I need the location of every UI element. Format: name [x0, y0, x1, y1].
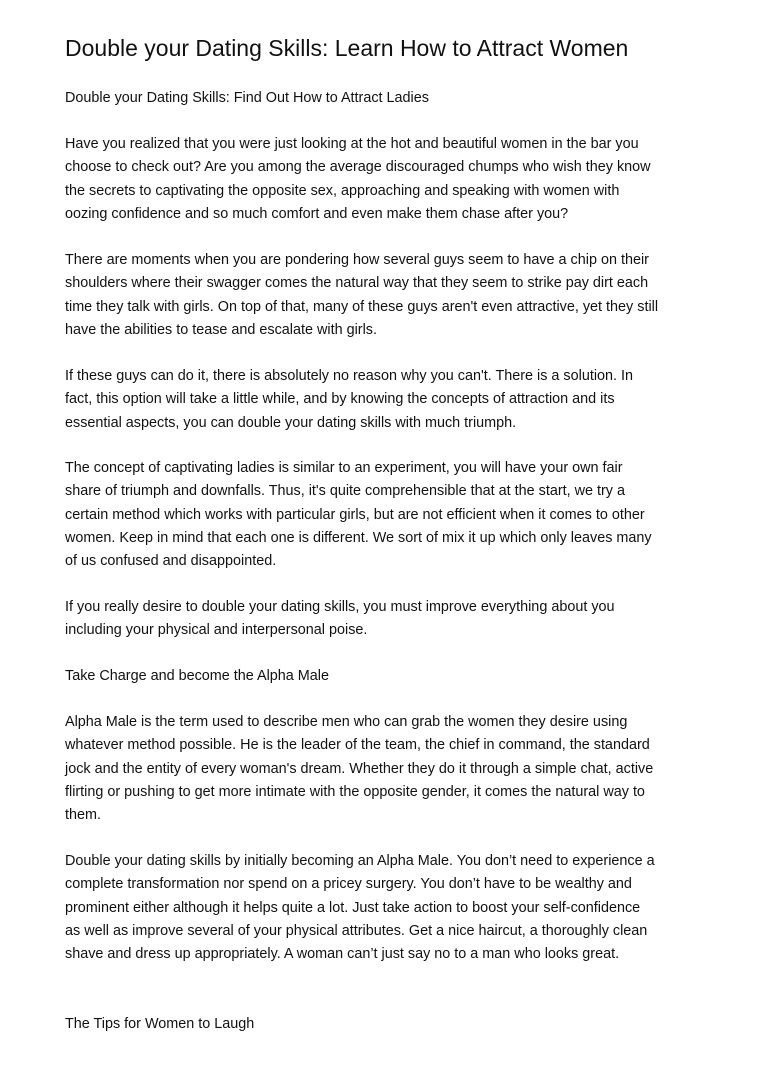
paragraph-line: essential aspects, you can double your dating skills with much triumph.: [65, 414, 517, 431]
paragraph-line: choose to check out? Are you among the average discouraged chumps who wish they know: [65, 159, 651, 176]
paragraph-line: including your physical and interpersonal poise.: [65, 622, 368, 639]
paragraph-line: fact, this option will take a little while, and by knowing the concepts of attraction and its: [65, 391, 615, 408]
paragraph-line: flirting or pushing to get more intimate with the opposite gender, it comes the natural way to: [65, 783, 645, 800]
document-subtitle: [65, 87, 715, 110]
paragraph-6: [65, 711, 715, 827]
paragraph-2: [65, 249, 715, 342]
paragraph-line: have the abilities to tease and escalate with girls.: [65, 321, 377, 338]
paragraph-line: shave and dress up appropriately. A woman can’t just say no to a man who looks great.: [65, 946, 620, 963]
paragraph-line: Alpha Male is the term used to describe men who can grab the women they desire using: [65, 714, 628, 730]
subtitle-line: Double your Dating Skills: Find Out How to Attract Ladies: [65, 90, 429, 106]
section-heading-line: The Tips for Women to Laugh: [65, 1016, 255, 1032]
paragraph-line: The concept of captivating ladies is similar to an experiment, you will have your own fair: [65, 460, 623, 476]
paragraph-line: share of triumph and downfalls. Thus, it's quite comprehensible that at the start, we try a: [65, 483, 626, 500]
paragraph-line: whatever method possible. He is the leader of the team, the chief in command, the standard: [65, 737, 650, 754]
paragraph-line: Have you realized that you were just looking at the hot and beautiful women in the bar you: [65, 136, 639, 152]
paragraph-line: jock and the entity of every woman's dream. Whether they do it through a simple chat, active: [65, 760, 654, 777]
paragraph-line: oozing confidence and so much comfort and even make them chase after you?: [65, 205, 569, 222]
paragraph-line: them.: [65, 807, 101, 824]
section-heading-line: Take Charge and become the Alpha Male: [65, 668, 329, 684]
paragraph-line: women. Keep in mind that each one is different. We sort of mix it up which only leaves many: [65, 529, 652, 546]
paragraph-line: There are moments when you are pondering how several guys seem to have a chip on their: [65, 252, 649, 268]
section-heading-tips: [65, 1013, 715, 1036]
paragraph-1: [65, 133, 715, 226]
document-title: Double your Dating Skills: Learn How to Attract Women: [65, 35, 629, 61]
paragraph-line: of us confused and disappointed.: [65, 553, 277, 570]
paragraph-4: [65, 457, 715, 573]
section-heading-alpha-male: [65, 665, 715, 688]
paragraph-3: [65, 365, 715, 435]
paragraph-line: shoulders where their swagger comes the natural way that they seem to strike pay dirt each: [65, 275, 649, 292]
paragraph-line: complete transformation nor spend on a pricey surgery. You don’t have to be wealthy and: [65, 876, 632, 893]
paragraph-line: as well as improve several of your physical attributes. Get a nice haircut, a thoroughly clean: [65, 922, 648, 939]
paragraph-7: [65, 850, 715, 966]
paragraph-line: certain method which works with particular girls, but are not efficient when it comes to other: [65, 506, 645, 523]
paragraph-line: prominent either although it helps quite a lot. Just take action to boost your self-confidence: [65, 899, 641, 916]
paragraph-5: [65, 596, 715, 643]
paragraph-line: Double your dating skills by initially becoming an Alpha Male. You don’t need to experience a: [65, 853, 655, 869]
paragraph-line: time they talk with girls. On top of that, many of these guys aren't even attractive, yet they still: [65, 298, 659, 315]
paragraph-line: the secrets to captivating the opposite sex, approaching and speaking with women with: [65, 182, 620, 199]
paragraph-line: If you really desire to double your dating skills, you must improve everything about you: [65, 599, 615, 615]
paragraph-line: If these guys can do it, there is absolutely no reason why you can't. There is a solution. In: [65, 368, 634, 384]
